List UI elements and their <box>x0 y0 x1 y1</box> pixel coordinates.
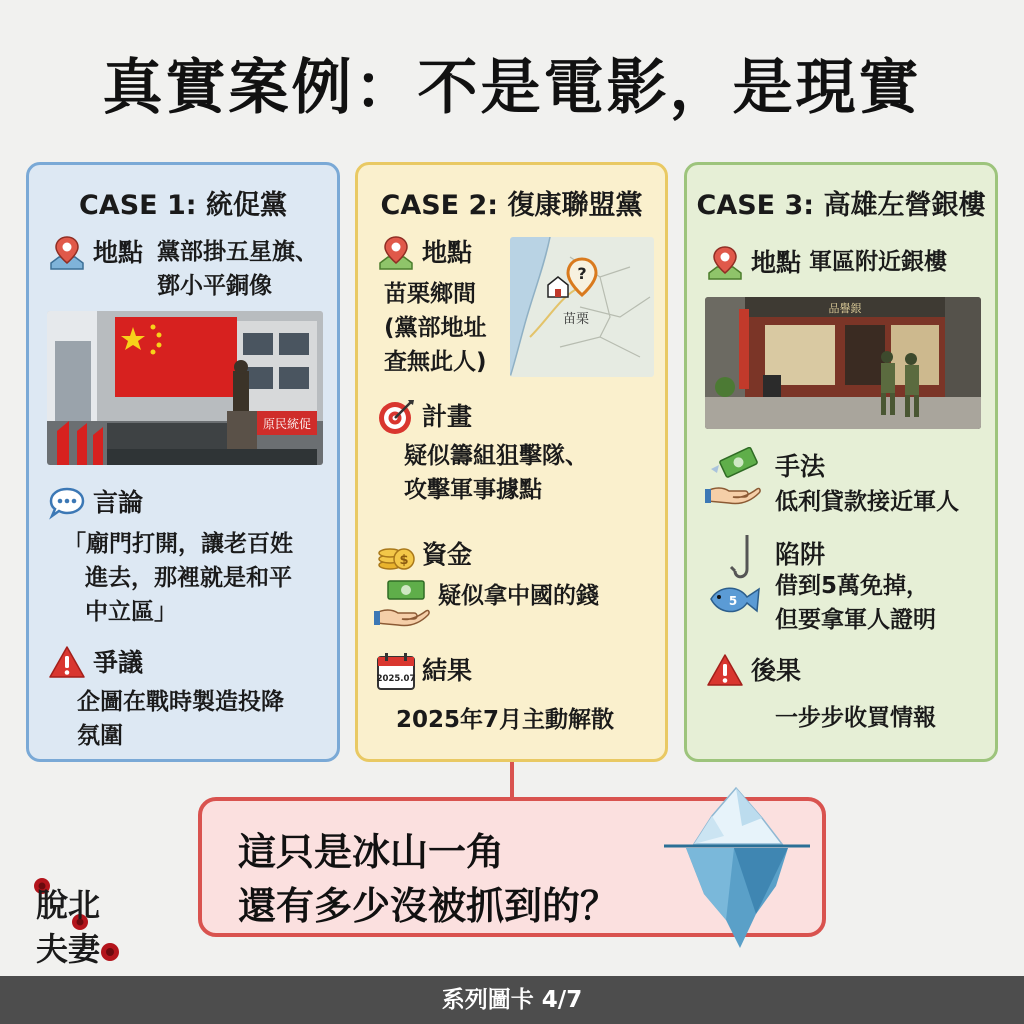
case-2-location <box>376 233 472 273</box>
target-icon <box>376 397 416 437</box>
case-2-fund-row <box>374 579 599 629</box>
case-2-result-label: 結果 <box>422 656 473 685</box>
case-2-location-line-1: 苗栗鄉間 <box>384 281 476 307</box>
money-hand-icon <box>374 579 430 629</box>
case-2-fund-label: 資金 <box>422 540 473 569</box>
photo-banner-text: 原民統促 <box>262 417 312 431</box>
rose-logo-icon <box>30 874 130 966</box>
case-1-controversy-label: 爭議 <box>93 648 144 677</box>
case-2-card <box>355 162 668 762</box>
conclusion-line-2: 還有多少沒被抓到的？ <box>238 884 619 928</box>
case-1-speech-text <box>63 527 293 629</box>
case-2-location-line-3: 查無此人) <box>384 349 487 375</box>
case-2-location-label: 地點 <box>422 238 473 267</box>
case-1-location-line-2: 鄧小平銅像 <box>157 273 272 299</box>
case-3-trap-line-2: 但要拿軍人證明 <box>775 607 936 633</box>
case-3-location <box>705 243 947 283</box>
location-pin-icon <box>705 243 745 283</box>
case-2-plan <box>376 397 472 437</box>
page-title: 真實案例：不是電影，是現實 <box>102 53 922 123</box>
case-3-consequence-text: 一步步收買情報 <box>775 705 936 731</box>
case-1-controversy-line-2: 氛圍 <box>77 723 123 749</box>
case-1-speech <box>47 483 143 523</box>
case-2-plan-line-1: 疑似籌組狙擊隊、 <box>404 443 588 469</box>
case-1-heading: CASE 1: 統促黨 <box>79 190 287 221</box>
case-3-trap-label: 陷阱 <box>775 540 826 569</box>
warning-icon <box>47 643 87 683</box>
svg-text:?: ? <box>577 264 587 283</box>
coins-icon <box>376 535 416 575</box>
case-3-method-label: 手法 <box>775 452 826 481</box>
case-1-location-text <box>157 235 318 303</box>
case-2-location-line-2: (黨部地址 <box>384 315 487 341</box>
party-office-photo <box>47 311 323 465</box>
calendar-icon <box>376 651 416 691</box>
brand-logo <box>30 874 130 966</box>
case-1-speech-label: 言論 <box>93 488 144 517</box>
case-1-controversy-text <box>77 685 284 753</box>
shop-sign-text: 品譽銀 <box>828 302 862 315</box>
location-pin-icon <box>376 233 416 273</box>
case-2-heading: CASE 2: 復康聯盟黨 <box>380 190 643 221</box>
case-2-plan-text <box>404 439 588 507</box>
logo-line-2: 夫妻 <box>36 930 101 966</box>
case-3-photo <box>705 297 981 429</box>
case-1-location <box>47 233 143 273</box>
fishhook-icon <box>705 535 765 621</box>
case-1-speech-line-1: 「廟門打開，讓老百姓 <box>63 531 293 557</box>
case-1-controversy <box>47 643 143 683</box>
case-2-location-text <box>384 277 487 379</box>
miaoli-map <box>510 237 654 377</box>
case-2-result-text: 2025年7月主動解散 <box>396 707 615 733</box>
fish-number: 5 <box>728 594 738 608</box>
case-3-consequence <box>705 651 801 691</box>
case-1-speech-line-3: 中立區」 <box>85 599 177 625</box>
case-1-location-line-1: 黨部掛五星旗、 <box>157 239 318 265</box>
money-hand-icon <box>705 447 765 507</box>
case-3-consequence-label: 後果 <box>751 656 802 685</box>
case-2-plan-label: 計畫 <box>422 402 473 431</box>
case-3-heading: CASE 3: 高雄左營銀樓 <box>696 190 986 221</box>
case-2-plan-line-2: 攻擊軍事據點 <box>404 477 542 503</box>
conclusion-line-1: 這只是冰山一角 <box>238 830 505 874</box>
iceberg-icon <box>664 786 810 952</box>
case-3-trap-text <box>775 569 936 637</box>
footer-series-label: 系列圖卡 4/7 <box>0 976 1024 1024</box>
case-2-fund <box>376 535 472 575</box>
speech-bubble-icon <box>47 483 87 523</box>
case-2-map <box>510 237 654 377</box>
case-2-result <box>376 651 472 691</box>
case-1-photo <box>47 311 323 465</box>
case-1-card <box>26 162 340 762</box>
case-3-location-label: 地點 <box>751 248 802 277</box>
warning-icon <box>705 651 745 691</box>
case-3-method-text: 低利貸款接近軍人 <box>775 489 959 515</box>
case-3-trap-line-1: 借到5萬免掉， <box>775 573 930 599</box>
map-label: 苗栗 <box>562 312 590 327</box>
case-1-speech-line-2: 進去，那裡就是和平 <box>85 565 292 591</box>
connector-line <box>510 762 514 798</box>
case-2-fund-text: 疑似拿中國的錢 <box>438 583 599 609</box>
location-pin-icon <box>47 233 87 273</box>
calendar-date: 2025.07 <box>376 674 416 684</box>
svg-text:$: $ <box>399 553 409 568</box>
case-1-controversy-line-1: 企圖在戰時製造投降 <box>77 689 284 715</box>
jewelry-shop-photo <box>705 297 981 429</box>
case-3-location-text: 軍區附近銀樓 <box>809 249 948 275</box>
case-3-card <box>684 162 998 762</box>
logo-line-1: 脫北 <box>36 886 101 924</box>
case-1-location-label: 地點 <box>93 238 144 267</box>
